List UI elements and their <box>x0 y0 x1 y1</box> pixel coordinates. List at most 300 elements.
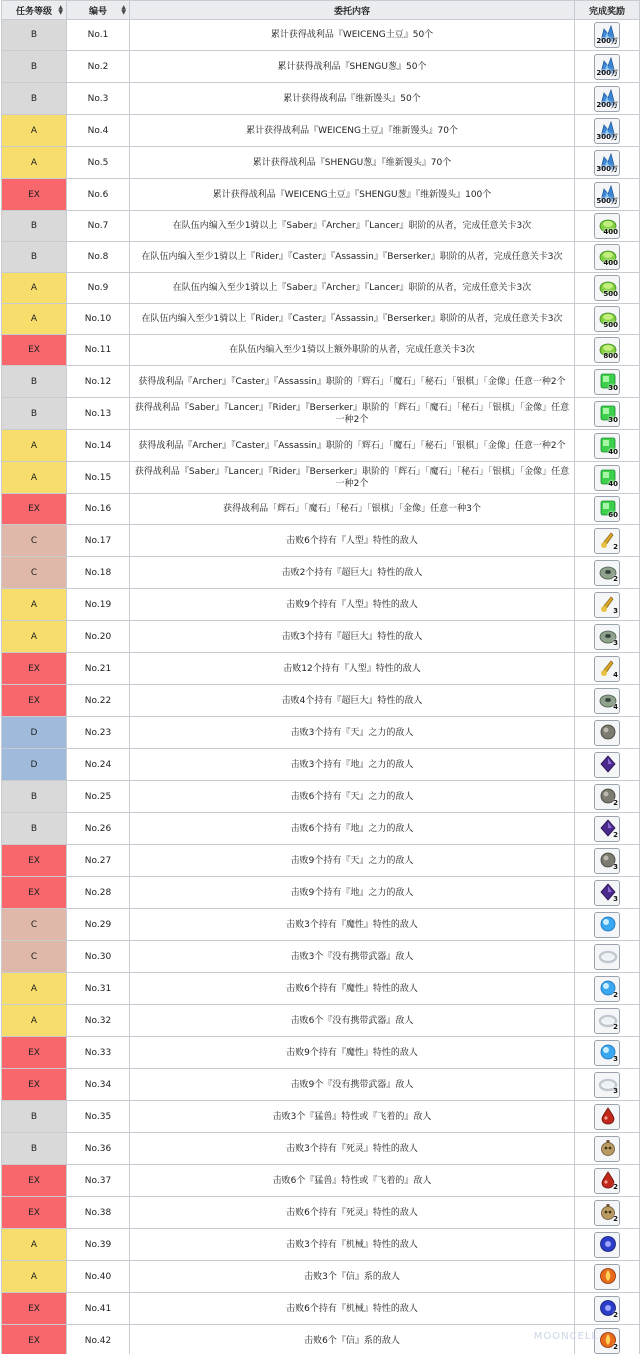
number-cell: No.8 <box>67 242 130 273</box>
reward-item[interactable] <box>594 496 620 522</box>
mission-row <box>2 273 640 304</box>
red-drop-icon <box>598 1107 618 1125</box>
header-reward-label: 完成奖励 <box>588 6 625 17</box>
reward-cell <box>575 398 640 430</box>
reward-cell <box>575 685 640 717</box>
reward-cell <box>575 589 640 621</box>
number-cell: No.27 <box>67 845 130 877</box>
reward-cell <box>575 335 640 366</box>
mission-row <box>2 909 640 941</box>
header-grade[interactable] <box>2 1 67 20</box>
number-cell: No.16 <box>67 494 130 525</box>
reward-cell <box>575 430 640 462</box>
blue-orb-icon <box>598 915 618 933</box>
grade-cell: A <box>2 147 67 179</box>
mission-row <box>2 1005 640 1037</box>
grade-cell: B <box>2 242 67 273</box>
grade-cell: EX <box>2 877 67 909</box>
reward-cell <box>575 1133 640 1165</box>
grade-cell: B <box>2 398 67 430</box>
number-cell: No.3 <box>67 83 130 115</box>
reward-cell <box>575 749 640 781</box>
stone-orb-icon <box>598 723 618 741</box>
reward-cell <box>575 1005 640 1037</box>
grade-cell: C <box>2 557 67 589</box>
content-cell: 击败3个持有『地』之力的敌人 <box>130 749 575 781</box>
reward-cell <box>575 494 640 525</box>
grade-cell: D <box>2 749 67 781</box>
number-cell: No.15 <box>67 462 130 494</box>
number-cell: No.10 <box>67 304 130 335</box>
reward-count: 500万 <box>596 196 618 205</box>
content-cell: 在队伍内编入至少1骑以上『Rider』『Caster』『Assassin』『Berserker』职阶的从者，完成任意关卡3次 <box>130 304 575 335</box>
content-cell: 击败2个持有『超巨大』特性的敌人 <box>130 557 575 589</box>
grade-cell: C <box>2 525 67 557</box>
mission-row <box>2 557 640 589</box>
reward-count: 3 <box>613 606 618 615</box>
reward-item[interactable] <box>594 1072 620 1098</box>
reward-item[interactable] <box>594 624 620 650</box>
mission-row <box>2 83 640 115</box>
mission-row <box>2 749 640 781</box>
mission-row <box>2 653 640 685</box>
mission-row <box>2 179 640 211</box>
grade-cell: A <box>2 304 67 335</box>
number-cell: No.9 <box>67 273 130 304</box>
header-number-label: 编号 <box>88 6 107 17</box>
content-cell: 击败4个持有『超巨大』特性的敌人 <box>130 685 575 717</box>
mission-row <box>2 1037 640 1069</box>
grade-cell: A <box>2 430 67 462</box>
reward-item[interactable] <box>594 880 620 906</box>
reward-cell <box>575 845 640 877</box>
reward-count: 400 <box>603 228 618 236</box>
reward-cell <box>575 273 640 304</box>
grade-cell: A <box>2 621 67 653</box>
reward-cell <box>575 813 640 845</box>
grade-cell: EX <box>2 1197 67 1229</box>
header-number[interactable] <box>67 1 130 20</box>
reward-item[interactable] <box>594 433 620 459</box>
reward-item[interactable] <box>594 1168 620 1194</box>
reward-item[interactable] <box>594 118 620 144</box>
grade-cell: EX <box>2 494 67 525</box>
reward-count: 3 <box>613 862 618 871</box>
reward-count: 300万 <box>596 164 618 173</box>
mission-row <box>2 621 640 653</box>
reward-count: 4 <box>613 702 618 711</box>
number-cell: No.19 <box>67 589 130 621</box>
mission-row <box>2 589 640 621</box>
reward-count: 30 <box>608 383 618 392</box>
content-cell: 获得战利品『Archer』『Caster』『Assassin』职阶的「辉石」「魔石」「秘石」「银棋」「金像」任意一种2个 <box>130 430 575 462</box>
reward-item[interactable] <box>594 182 620 208</box>
content-cell: 获得战利品『Archer』『Caster』『Assassin』职阶的「辉石」「魔石」「秘石」「银棋」「金像」任意一种2个 <box>130 366 575 398</box>
reward-item[interactable] <box>594 1232 620 1258</box>
number-cell: No.35 <box>67 1101 130 1133</box>
grade-cell: A <box>2 1261 67 1293</box>
content-cell: 获得战利品『Saber』『Lancer』『Rider』『Berserker』职阶的「辉石」「魔石」「秘石」「银棋」「金像」任意一种2个 <box>130 462 575 494</box>
reward-count: 500 <box>603 290 618 298</box>
content-cell: 获得战利品『Saber』『Lancer』『Rider』『Berserker』职阶的「辉石」「魔石」「秘石」「银棋」「金像」任意一种2个 <box>130 398 575 430</box>
number-cell: No.36 <box>67 1133 130 1165</box>
reward-item[interactable] <box>594 213 620 239</box>
reward-item[interactable] <box>594 54 620 80</box>
reward-cell <box>575 1037 640 1069</box>
grade-cell: EX <box>2 1165 67 1197</box>
mission-row <box>2 304 640 335</box>
number-cell: No.28 <box>67 877 130 909</box>
reward-count: 2 <box>613 574 618 583</box>
content-cell: 击败12个持有『人型』特性的敌人 <box>130 653 575 685</box>
reward-item[interactable] <box>594 1136 620 1162</box>
reward-item[interactable] <box>594 848 620 874</box>
reward-count: 2 <box>613 990 618 999</box>
reward-item[interactable] <box>594 912 620 938</box>
reward-item[interactable] <box>594 306 620 332</box>
number-cell: No.22 <box>67 685 130 717</box>
header-content <box>130 1 575 20</box>
number-cell: No.38 <box>67 1197 130 1229</box>
reward-item[interactable] <box>594 275 620 301</box>
content-cell: 击败9个持有『地』之力的敌人 <box>130 877 575 909</box>
content-cell: 击败6个持有『地』之力的敌人 <box>130 813 575 845</box>
grade-cell: EX <box>2 685 67 717</box>
number-cell: No.37 <box>67 1165 130 1197</box>
reward-count: 2 <box>613 1342 618 1351</box>
mission-row <box>2 781 640 813</box>
number-cell: No.17 <box>67 525 130 557</box>
grade-cell: D <box>2 717 67 749</box>
number-cell: No.11 <box>67 335 130 366</box>
reward-item[interactable] <box>594 592 620 618</box>
content-cell: 击败6个持有『死灵』特性的敌人 <box>130 1197 575 1229</box>
reward-item[interactable] <box>594 150 620 176</box>
content-cell: 击败9个『没有携带武器』敌人 <box>130 1069 575 1101</box>
content-cell: 获得战利品「辉石」「魔石」「秘石」「银棋」「金像」任意一种3个 <box>130 494 575 525</box>
number-cell: No.23 <box>67 717 130 749</box>
reward-item[interactable] <box>594 752 620 778</box>
mission-row <box>2 115 640 147</box>
reward-count: 500 <box>603 321 618 329</box>
grade-cell: EX <box>2 1325 67 1354</box>
reward-item[interactable] <box>594 816 620 842</box>
grade-cell: EX <box>2 653 67 685</box>
reward-cell <box>575 557 640 589</box>
number-cell: No.13 <box>67 398 130 430</box>
reward-count: 200万 <box>596 68 618 77</box>
grade-cell: B <box>2 51 67 83</box>
reward-count: 2 <box>613 1310 618 1319</box>
reward-count: 2 <box>613 1022 618 1031</box>
reward-count: 40 <box>608 447 618 456</box>
content-cell: 击败9个持有『天』之力的敌人 <box>130 845 575 877</box>
reward-cell <box>575 877 640 909</box>
content-cell: 击败6个『信』系的敌人 <box>130 1325 575 1354</box>
reward-cell <box>575 83 640 115</box>
grade-cell: B <box>2 366 67 398</box>
reward-cell <box>575 1229 640 1261</box>
mission-row <box>2 877 640 909</box>
reward-item[interactable] <box>594 86 620 112</box>
grade-cell: B <box>2 813 67 845</box>
reward-cell <box>575 653 640 685</box>
mission-table <box>1 0 640 1354</box>
grade-cell: A <box>2 973 67 1005</box>
mission-row <box>2 366 640 398</box>
reward-count: 2 <box>613 798 618 807</box>
reward-cell <box>575 179 640 211</box>
mission-row <box>2 525 640 557</box>
mission-row <box>2 242 640 273</box>
grade-cell: B <box>2 211 67 242</box>
reward-count: 3 <box>613 894 618 903</box>
content-cell: 击败6个持有『机械』特性的敌人 <box>130 1293 575 1325</box>
grade-cell: A <box>2 589 67 621</box>
reward-cell <box>575 909 640 941</box>
number-cell: No.29 <box>67 909 130 941</box>
number-cell: No.33 <box>67 1037 130 1069</box>
reward-cell <box>575 20 640 51</box>
number-cell: No.42 <box>67 1325 130 1354</box>
content-cell: 击败3个持有『天』之力的敌人 <box>130 717 575 749</box>
mission-row <box>2 1101 640 1133</box>
content-cell: 击败6个持有『人型』特性的敌人 <box>130 525 575 557</box>
fire-badge-icon <box>598 1267 618 1285</box>
number-cell: No.14 <box>67 430 130 462</box>
content-cell: 累计获得战利品『WEICENG土豆』50个 <box>130 20 575 51</box>
content-cell: 击败3个持有『超巨大』特性的敌人 <box>130 621 575 653</box>
mission-row <box>2 685 640 717</box>
mission-row <box>2 430 640 462</box>
grade-cell: A <box>2 462 67 494</box>
reward-item[interactable] <box>594 337 620 363</box>
mission-row <box>2 845 640 877</box>
reward-cell <box>575 525 640 557</box>
reward-item[interactable] <box>594 1296 620 1322</box>
content-cell: 累计获得战利品『WEICENG土豆』『SHENGU葱』『维新馒头』100个 <box>130 179 575 211</box>
grade-cell: EX <box>2 179 67 211</box>
blue-gear-icon <box>598 1235 618 1253</box>
reward-item[interactable] <box>594 720 620 746</box>
reward-item[interactable] <box>594 1264 620 1290</box>
number-cell: No.18 <box>67 557 130 589</box>
content-cell: 累计获得战利品『SHENGU葱』『维新馒头』70个 <box>130 147 575 179</box>
mission-row <box>2 494 640 525</box>
watermark-logo: MOONCELL <box>533 1331 598 1342</box>
grade-cell: B <box>2 781 67 813</box>
reward-item[interactable] <box>594 1040 620 1066</box>
mission-row <box>2 973 640 1005</box>
number-cell: No.5 <box>67 147 130 179</box>
number-cell: No.32 <box>67 1005 130 1037</box>
reward-count: 60 <box>608 511 618 519</box>
content-cell: 击败3个『信』系的敌人 <box>130 1261 575 1293</box>
reward-cell <box>575 1261 640 1293</box>
number-cell: No.39 <box>67 1229 130 1261</box>
content-cell: 击败6个『猛兽』特性或『飞着的』敌人 <box>130 1165 575 1197</box>
mission-row <box>2 20 640 51</box>
reward-count: 2 <box>613 1214 618 1223</box>
mission-row <box>2 1133 640 1165</box>
reward-count: 2 <box>613 1182 618 1191</box>
header-reward <box>575 1 640 20</box>
purple-crystal-icon <box>598 755 618 773</box>
reward-count: 200万 <box>596 100 618 109</box>
content-cell: 累计获得战利品『WEICENG土豆』『维新馒头』70个 <box>130 115 575 147</box>
mission-row <box>2 1293 640 1325</box>
reward-item[interactable] <box>594 784 620 810</box>
reward-count: 400 <box>603 259 618 267</box>
content-cell: 在队伍内编入至少1骑以上『Saber』『Archer』『Lancer』职阶的从者，完成任意关卡3次 <box>130 211 575 242</box>
reward-count: 800 <box>603 352 618 360</box>
grade-cell: C <box>2 909 67 941</box>
reward-item[interactable] <box>594 1200 620 1226</box>
mission-row <box>2 211 640 242</box>
number-cell: No.2 <box>67 51 130 83</box>
grade-cell: EX <box>2 845 67 877</box>
number-cell: No.26 <box>67 813 130 845</box>
header-grade-label: 任务等级 <box>15 6 52 17</box>
reward-cell <box>575 115 640 147</box>
number-cell: No.30 <box>67 941 130 973</box>
skull-lamp-icon <box>598 1139 618 1157</box>
number-cell: No.6 <box>67 179 130 211</box>
content-cell: 在队伍内编入至少1骑以上额外职阶的从者，完成任意关卡3次 <box>130 335 575 366</box>
grade-cell: EX <box>2 1037 67 1069</box>
reward-cell <box>575 304 640 335</box>
content-cell: 在队伍内编入至少1骑以上『Saber』『Archer』『Lancer』职阶的从者，完成任意关卡3次 <box>130 273 575 304</box>
mission-row <box>2 51 640 83</box>
number-cell: No.24 <box>67 749 130 781</box>
reward-count: 40 <box>608 479 618 488</box>
reward-cell <box>575 781 640 813</box>
grade-cell: C <box>2 941 67 973</box>
grade-cell: A <box>2 115 67 147</box>
grade-cell: B <box>2 83 67 115</box>
reward-cell <box>575 973 640 1005</box>
grade-cell: EX <box>2 335 67 366</box>
header-content-label: 委托内容 <box>333 6 370 17</box>
mission-row <box>2 1197 640 1229</box>
reward-count: 200万 <box>596 37 618 45</box>
number-cell: No.41 <box>67 1293 130 1325</box>
sort-icon[interactable]: ▲ ▼ <box>58 4 63 16</box>
grade-cell: A <box>2 1229 67 1261</box>
reward-item[interactable] <box>594 1008 620 1034</box>
number-cell: No.12 <box>67 366 130 398</box>
reward-count: 3 <box>613 1054 618 1063</box>
number-cell: No.25 <box>67 781 130 813</box>
number-cell: No.34 <box>67 1069 130 1101</box>
grade-cell: B <box>2 1133 67 1165</box>
reward-cell <box>575 366 640 398</box>
grade-cell: EX <box>2 1293 67 1325</box>
reward-item[interactable] <box>594 560 620 586</box>
content-cell: 击败6个『没有携带武器』敌人 <box>130 1005 575 1037</box>
reward-item[interactable] <box>594 944 620 970</box>
content-cell: 击败6个持有『天』之力的敌人 <box>130 781 575 813</box>
reward-count: 2 <box>613 542 618 551</box>
content-cell: 击败3个『猛兽』特性或『飞着的』敌人 <box>130 1101 575 1133</box>
reward-cell <box>575 462 640 494</box>
grade-cell: EX <box>2 1069 67 1101</box>
sort-icon[interactable]: ▲ ▼ <box>121 4 126 16</box>
content-cell: 击败9个持有『人型』特性的敌人 <box>130 589 575 621</box>
reward-item[interactable] <box>594 401 620 427</box>
content-cell: 累计获得战利品『维新馒头』50个 <box>130 83 575 115</box>
reward-cell <box>575 621 640 653</box>
content-cell: 击败3个『没有携带武器』敌人 <box>130 941 575 973</box>
reward-cell <box>575 211 640 242</box>
number-cell: No.20 <box>67 621 130 653</box>
mission-row <box>2 1165 640 1197</box>
mission-row <box>2 398 640 430</box>
number-cell: No.1 <box>67 20 130 51</box>
reward-cell <box>575 1165 640 1197</box>
content-cell: 在队伍内编入至少1骑以上『Rider』『Caster』『Assassin』『Berserker』职阶的从者，完成任意关卡3次 <box>130 242 575 273</box>
number-cell: No.40 <box>67 1261 130 1293</box>
grade-cell: A <box>2 1005 67 1037</box>
reward-cell <box>575 717 640 749</box>
reward-item[interactable] <box>594 656 620 682</box>
number-cell: No.21 <box>67 653 130 685</box>
reward-count: 4 <box>613 670 618 679</box>
reward-cell <box>575 1101 640 1133</box>
number-cell: No.7 <box>67 211 130 242</box>
reward-count: 30 <box>608 415 618 424</box>
mission-row <box>2 147 640 179</box>
reward-cell <box>575 1069 640 1101</box>
content-cell: 击败6个持有『魔性』特性的敌人 <box>130 973 575 1005</box>
reward-item[interactable] <box>594 1104 620 1130</box>
reward-count: 300万 <box>596 132 618 141</box>
reward-item[interactable] <box>594 528 620 554</box>
mission-row <box>2 1229 640 1261</box>
reward-item[interactable] <box>594 976 620 1002</box>
reward-count: 2 <box>613 830 618 839</box>
reward-count: 3 <box>613 638 618 647</box>
mission-row <box>2 813 640 845</box>
reward-cell <box>575 1293 640 1325</box>
mission-row <box>2 941 640 973</box>
reward-cell <box>575 941 640 973</box>
reward-cell <box>575 1197 640 1229</box>
content-cell: 击败3个持有『机械』特性的敌人 <box>130 1229 575 1261</box>
mission-row <box>2 717 640 749</box>
grade-cell: A <box>2 273 67 304</box>
grade-cell: B <box>2 20 67 51</box>
content-cell: 累计获得战利品『SHENGU葱』50个 <box>130 51 575 83</box>
number-cell: No.4 <box>67 115 130 147</box>
reward-cell <box>575 51 640 83</box>
content-cell: 击败3个持有『魔性』特性的敌人 <box>130 909 575 941</box>
content-cell: 击败9个持有『魔性』特性的敌人 <box>130 1037 575 1069</box>
reward-item[interactable] <box>594 688 620 714</box>
mission-row <box>2 462 640 494</box>
silver-ring-icon <box>598 947 618 965</box>
reward-item[interactable] <box>594 22 620 48</box>
reward-cell <box>575 242 640 273</box>
mission-row <box>2 1069 640 1101</box>
reward-item[interactable] <box>594 369 620 395</box>
reward-item[interactable] <box>594 465 620 491</box>
mission-row <box>2 335 640 366</box>
reward-cell <box>575 147 640 179</box>
reward-count: 3 <box>613 1086 618 1095</box>
reward-item[interactable] <box>594 244 620 270</box>
number-cell: No.31 <box>67 973 130 1005</box>
